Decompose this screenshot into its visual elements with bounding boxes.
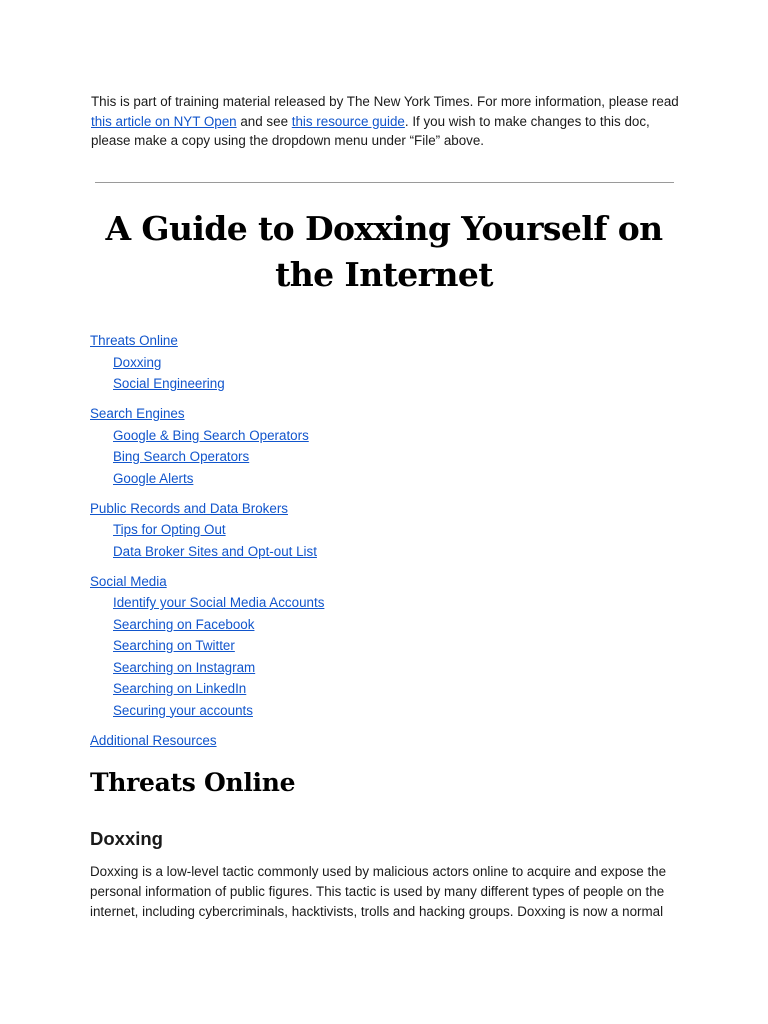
- toc-sublist: [90, 519, 510, 562]
- toc-link-additional-resources[interactable]: Additional Resources: [90, 732, 217, 748]
- toc-link-opting-out-tips[interactable]: Tips for Opting Out: [113, 522, 226, 537]
- intro-text-1: This is part of training material released by The New York Times. For more information, please read: [91, 94, 679, 109]
- toc-group-search-engines: [90, 403, 510, 489]
- body-line: internet, including cybercriminals, hacktivists, trolls and hacking groups. Doxxing is now a normal: [90, 903, 664, 919]
- toc-link-google-alerts[interactable]: Google Alerts: [113, 470, 194, 486]
- toc-group-public-records: [90, 498, 510, 563]
- toc-link-google-bing-operators[interactable]: Google & Bing Search Operators: [113, 427, 309, 443]
- toc-link-searching-twitter[interactable]: Searching on Twitter: [113, 638, 235, 653]
- toc-sublist: [90, 425, 510, 490]
- toc-link-searching-instagram[interactable]: Searching on Instagram: [113, 659, 256, 675]
- toc-link-securing-accounts[interactable]: Securing your accounts: [113, 702, 253, 718]
- toc-group-social-media: [90, 571, 510, 722]
- toc-link-social-engineering[interactable]: Social Engineering: [113, 376, 225, 391]
- toc-link-public-records[interactable]: Public Records and Data Brokers: [90, 500, 288, 516]
- nyt-open-article-link[interactable]: this article on NYT Open: [91, 113, 237, 129]
- toc-sublist: [90, 352, 510, 395]
- body-line: personal information of public figures. This tactic is used by many different types of people on the: [90, 883, 665, 899]
- resource-guide-link[interactable]: this resource guide: [291, 113, 405, 129]
- title-line-1: A Guide to Doxxing Yourself on: [105, 209, 663, 248]
- toc-link-searching-facebook[interactable]: Searching on Facebook: [113, 616, 255, 632]
- section-heading: Threats Online: [90, 768, 296, 797]
- intro-paragraph: [91, 92, 691, 151]
- toc-link-identify-accounts[interactable]: Identify your Social Media Accounts: [113, 595, 325, 610]
- toc-link-doxxing[interactable]: Doxxing: [113, 354, 162, 370]
- toc-link-social-media[interactable]: Social Media: [90, 573, 167, 589]
- toc-link-search-engines[interactable]: Search Engines: [90, 406, 185, 421]
- title-line-2: the Internet: [275, 255, 493, 294]
- intro-text-3: . If you wish to make changes to this doc, please make a copy using the dropdown menu under “File” above.: [91, 113, 650, 148]
- toc-link-data-broker-sites[interactable]: Data Broker Sites and Opt-out List: [113, 543, 317, 559]
- toc-sublist: [90, 592, 510, 721]
- table-of-contents: [90, 330, 510, 760]
- document-title: [90, 206, 678, 298]
- toc-group-threats-online: [90, 330, 510, 395]
- toc-link-searching-linkedin[interactable]: Searching on LinkedIn: [113, 681, 247, 696]
- toc-group-additional-resources: [90, 730, 510, 752]
- toc-link-bing-operators[interactable]: Bing Search Operators: [113, 449, 250, 464]
- intro-text-2: and see: [236, 113, 292, 129]
- body-line: Doxxing is a low-level tactic commonly used by malicious actors online to acquire and expose the: [90, 864, 667, 879]
- subsection-heading: Doxxing: [90, 828, 163, 849]
- body-paragraph: [90, 862, 685, 921]
- toc-link-threats-online[interactable]: Threats Online: [90, 333, 178, 348]
- horizontal-rule: [95, 182, 674, 183]
